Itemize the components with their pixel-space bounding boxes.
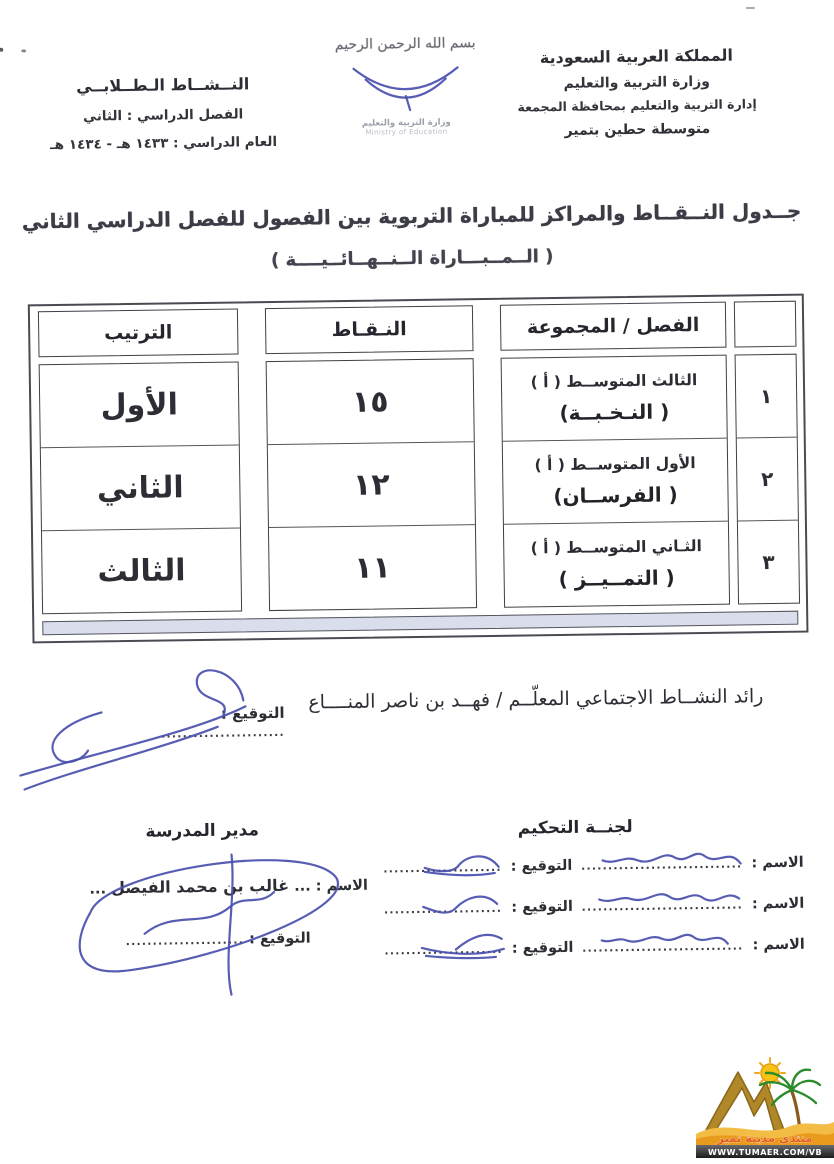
name-label: الاسم : xyxy=(751,854,804,872)
leader-signature-ink xyxy=(5,642,262,801)
group-name: ( النـخـبــة) xyxy=(559,399,670,425)
ministry-logo-caption-ar: وزارة التربية والتعليم xyxy=(361,117,451,129)
signature-label: التوقيع : xyxy=(510,857,573,875)
name-label: الاسم : ... xyxy=(294,877,369,895)
principal-heading: مدير المدرسة xyxy=(145,820,260,842)
group-name: ( الفرســان) xyxy=(553,482,678,509)
semester-label: الفصل الدراسي : الثاني xyxy=(83,106,244,125)
student-activity-label: النــشــاط الـطــلابــي xyxy=(76,74,250,96)
table-footer-bar xyxy=(42,611,798,636)
handwritten-name-ink xyxy=(576,843,746,875)
column-row-number xyxy=(734,301,800,605)
class-name: الثالث المتوســط ( أ ) xyxy=(530,371,698,392)
forum-url-text: WWW.TUMAER.COM/VB xyxy=(707,1148,823,1157)
handwritten-signature-ink xyxy=(414,847,509,882)
points-cell: ١٥ xyxy=(351,383,389,420)
principal-name: غالب بن محمد الفيصل xyxy=(110,875,290,898)
handwritten-name-ink xyxy=(577,884,747,916)
handwritten-signature-ink xyxy=(416,927,511,964)
group-name: ( التمــيــز ) xyxy=(558,565,675,592)
rank-header: الترتيب xyxy=(38,308,239,357)
dotted-line: ...................... xyxy=(383,860,502,876)
handwritten-name-ink xyxy=(577,925,747,957)
ministry-name: وزارة التربية والتعليم xyxy=(563,73,711,92)
points-header: النـقـاط xyxy=(265,305,474,354)
dotted-line: .............................. xyxy=(580,857,743,873)
activity-leader-name: رائد النشــاط الاجتماعي المعلّــم / فهــد بن ناصر المنــــاع xyxy=(308,685,764,714)
dotted-line: .............................. xyxy=(581,898,744,914)
header-activity xyxy=(23,74,304,154)
ministry-of-education-logo-icon xyxy=(345,59,466,113)
row-number-header xyxy=(734,301,797,348)
column-rank xyxy=(38,308,242,614)
name-label: الاسم : xyxy=(752,936,805,954)
dotted-line: ...................... xyxy=(383,901,503,917)
class-group-header: الفصل / المجموعة xyxy=(500,302,727,351)
rank-cell: الأول xyxy=(100,386,179,423)
dotted-line: .............................. xyxy=(582,939,744,955)
title-main: جــدول النــقــاط والمراكز للمباراة التربوية بين الفصول للفصل الدراسي الثاني xyxy=(21,198,802,234)
handwritten-signature-ink xyxy=(415,888,510,923)
dotted-line: ....................... xyxy=(161,725,285,741)
title-subtitle: ( الــمــبـــاراة الــنــهــائــيــــة ) xyxy=(270,246,554,272)
dotted-line: ...................... xyxy=(125,933,245,949)
bismillah-calligraphy: بسم الله الرحمن الرحيم xyxy=(334,35,476,54)
class-group-cell xyxy=(502,356,727,441)
tumaer-forum-logo-icon xyxy=(696,1052,834,1158)
header-official xyxy=(476,45,797,140)
class-name: الأول المتوســط ( أ ) xyxy=(534,454,696,475)
committee-row xyxy=(348,853,804,877)
administration-name: إدارة التربية والتعليم بمحافظة المجمعة xyxy=(517,96,757,115)
row-number-cell: ٣ xyxy=(738,520,799,604)
forum-watermark xyxy=(696,1052,834,1158)
signature-label: التوقيع : xyxy=(248,930,311,948)
judging-committee-section xyxy=(347,815,805,982)
points-ranking-table xyxy=(28,294,809,644)
committee-heading: لجنــة التحكيم xyxy=(517,817,633,839)
class-group-cell xyxy=(503,438,728,524)
ministry-logo-caption-en: Ministry of Education xyxy=(365,127,448,137)
column-class-group xyxy=(500,302,730,608)
name-label: الاسم : xyxy=(751,895,805,913)
row-number-cell: ١ xyxy=(759,384,773,409)
points-cell: ١٢ xyxy=(268,441,475,527)
rank-cell: الثاني xyxy=(41,444,240,530)
scan-artifact xyxy=(21,49,26,52)
rank-cell: الثالث xyxy=(42,527,241,613)
signature-label: التوقيع : xyxy=(511,939,574,957)
document-title xyxy=(0,198,829,275)
committee-row xyxy=(349,935,805,959)
signature-label: التوقيع : xyxy=(511,898,574,916)
header-center xyxy=(330,35,481,137)
committee-row xyxy=(348,894,804,918)
dotted-line: ...................... xyxy=(384,942,503,958)
country-name: المملكة العربية السعودية xyxy=(539,45,734,68)
signature-label: التوقيع : xyxy=(220,703,285,723)
class-group-cell xyxy=(504,521,729,607)
academic-year-label: العام الدراسي : ١٤٣٣ هـ - ١٤٣٤ هـ xyxy=(50,133,278,154)
points-cell: ١١ xyxy=(269,524,476,610)
scan-artifact xyxy=(746,7,755,9)
row-number-cell: ٢ xyxy=(737,437,798,521)
principal-signature-ink xyxy=(43,835,357,999)
forum-name-text: منتدى مدينة تمير xyxy=(717,1131,813,1145)
dotted-suffix: ... xyxy=(89,881,107,898)
scan-artifact xyxy=(0,48,3,52)
school-name: متوسطة حطين بتمير xyxy=(564,120,711,139)
column-points xyxy=(265,305,477,611)
class-name: الثـاني المتوســط ( أ ) xyxy=(530,537,702,558)
